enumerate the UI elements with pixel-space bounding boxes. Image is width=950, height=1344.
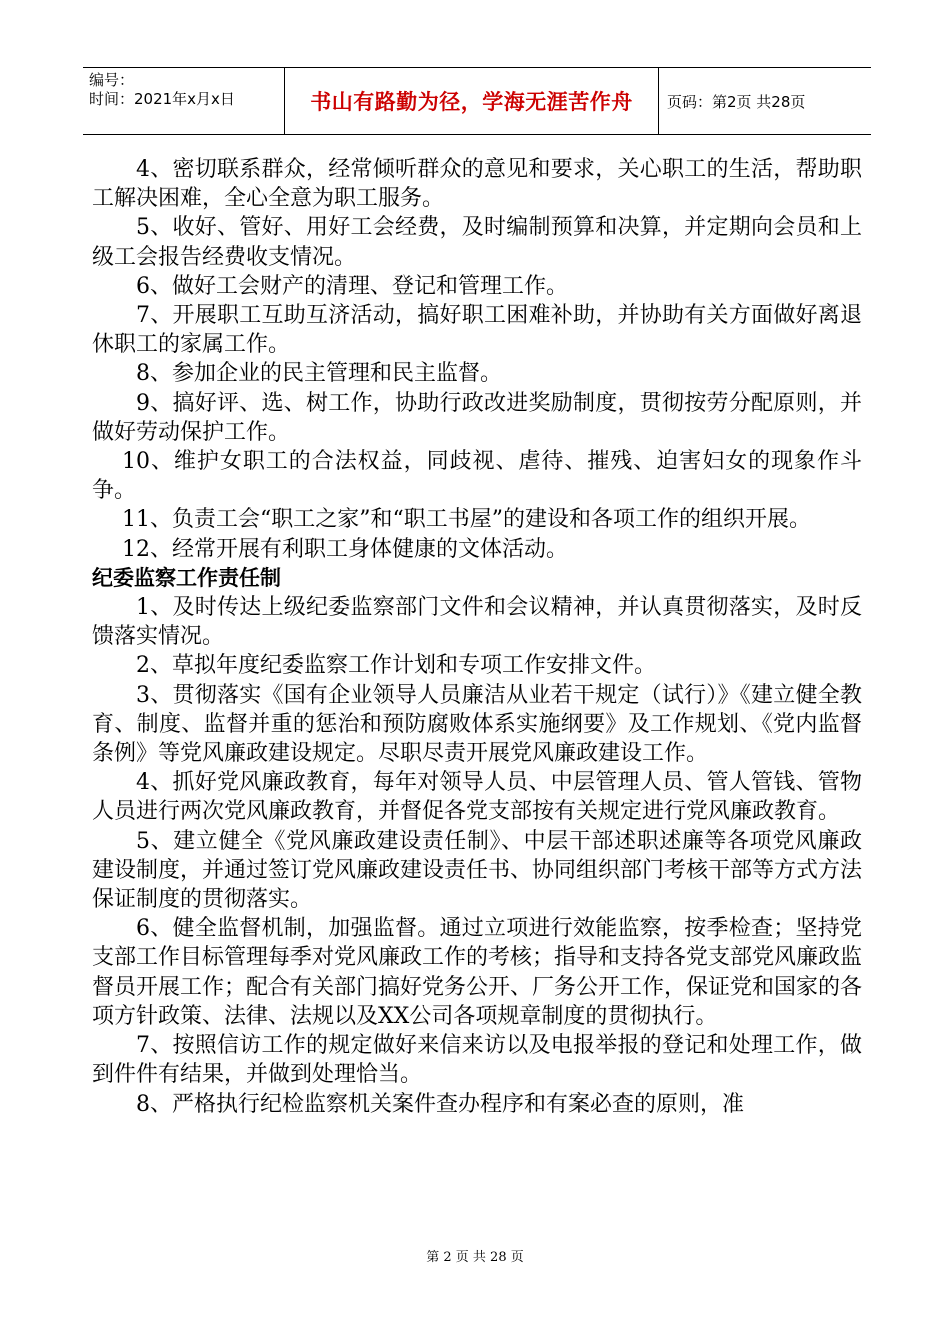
section-title: 纪委监察工作责任制 bbox=[92, 565, 281, 590]
paragraph: 10、维护女职工的合法权益，同歧视、虐待、摧残、迫害妇女的现象作斗争。 bbox=[92, 449, 862, 504]
paragraph: 4、抓好党风廉政教育，每年对领导人员、中层管理人员、管人管钱、管物人员进行两次党风廉政教育，并督促各党支部按有关规定进行党风廉政教育。 bbox=[92, 770, 862, 825]
document-body bbox=[92, 155, 862, 1119]
paragraph: 5、建立健全《党风廉政建设责任制》、中层干部述职述廉等各项党风廉政建设制度，并通过签订党风廉政建设责任书、协同组织部门考核干部等方式方法保证制度的贯彻落实。 bbox=[92, 828, 863, 913]
header-motto: 书山有路勤为径，学海无涯苦作舟 bbox=[285, 68, 659, 134]
paragraph: 5、收好、管好、用好工会经费，及时编制预算和决算，并定期向会员和上级工会报告经费收支情况。 bbox=[92, 215, 862, 270]
paragraph: 2、草拟年度纪委监察工作计划和专项工作安排文件。 bbox=[136, 653, 656, 679]
paragraph: 9、搞好评、选、树工作，协助行政改进奖励制度，贯彻按劳分配原则，并做好劳动保护工作。 bbox=[92, 390, 862, 445]
header-number-label: 编号： bbox=[89, 71, 135, 89]
page-footer: 第 2 页 共 28 页 bbox=[426, 1250, 524, 1265]
page-header bbox=[83, 67, 871, 135]
paragraph: 11、负责工会“职工之家”和“职工书屋”的建设和各项工作的组织开展。 bbox=[122, 507, 811, 533]
header-time-label: 时间：2021年x月x日 bbox=[89, 90, 235, 108]
header-page-info: 页码：第2页 共28页 bbox=[667, 92, 806, 111]
paragraph: 8、严格执行纪检监察机关案件查办程序和有案必查的原则，准 bbox=[136, 1091, 744, 1117]
header-meta bbox=[83, 68, 285, 134]
paragraph: 4、密切联系群众，经常倾听群众的意见和要求，关心职工的生活，帮助职工解决困难，全心全意为职工服务。 bbox=[92, 157, 862, 212]
paragraph: 7、按照信访工作的规定做好来信来访以及电报举报的登记和处理工作，做到件件有结果，并做到处理恰当。 bbox=[92, 1033, 862, 1088]
paragraph: 6、做好工会财产的清理、登记和管理工作。 bbox=[136, 273, 568, 299]
paragraph: 12、经常开展有利职工身体健康的文体活动。 bbox=[122, 536, 568, 562]
paragraph: 3、贯彻落实《国有企业领导人员廉洁从业若干规定（试行）》《建立健全教育、制度、监督并重的惩治和预防腐败体系实施纲要》及工作规划、《党内监督条例》等党风廉政建设规定。尽职尽责开展党风廉政建设工作。 bbox=[92, 682, 862, 767]
paragraph: 1、及时传达上级纪委监察部门文件和会议精神，并认真贯彻落实，及时反馈落实情况。 bbox=[92, 595, 862, 650]
paragraph: 8、参加企业的民主管理和民主监督。 bbox=[136, 361, 502, 387]
paragraph: 7、开展职工互助互济活动，搞好职工困难补助，并协助有关方面做好离退休职工的家属工作。 bbox=[92, 303, 862, 358]
paragraph: 6、健全监督机制，加强监督。通过立项进行效能监察，按季检查；坚持党支部工作目标管理每季对党风廉政工作的考核；指导和支持各党支部党风廉政监督员开展工作；配合有关部门搞好党务公开、厂务公开工作，保证党和国家的各项方针政策、法律、法规以及XX公司各项规章制度的贯彻执行。 bbox=[92, 916, 863, 1029]
